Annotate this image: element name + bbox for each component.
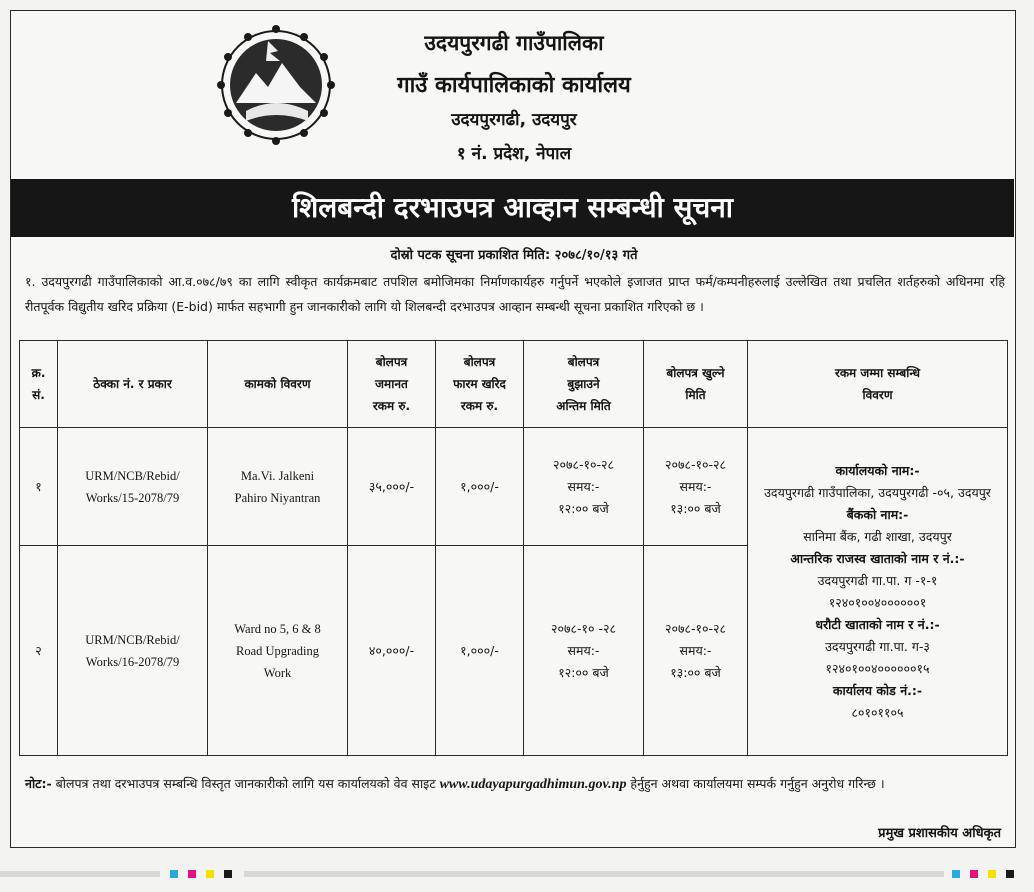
- office-name-label: कार्यालयको नाम:-: [835, 462, 920, 478]
- row-form-fee: १,०००/-: [436, 428, 524, 546]
- print-bar: [0, 871, 160, 877]
- col-header-deposit-details: रकम जम्मा सम्बन्धि विवरण: [748, 341, 1008, 428]
- row-bid-security: ३५,०००/-: [348, 428, 436, 546]
- black-mark-icon: [1006, 870, 1014, 878]
- row-work: Ward no 5, 6 & 8 Road Upgrading Work: [208, 546, 348, 756]
- note-text-before: बोलपत्र तथा दरभाउपत्र सम्बन्धि विस्तृत जानकारीको लागि यस कार्यालयको वेव साइट: [51, 776, 440, 791]
- col-header-contract: ठेक्का नं. र प्रकार: [58, 341, 208, 428]
- col-header-work: कामको विवरण: [208, 341, 348, 428]
- office-address: उदयपुरगढी, उदयपुर: [451, 110, 577, 130]
- row-opening-date: २०७८-१०-२८ समय:- १३:०० बजे: [644, 546, 748, 756]
- office-code-label: कार्यालय कोड नं.:-: [832, 682, 923, 698]
- municipality-name: उदयपुरगढी गाउँपालिका: [424, 31, 604, 55]
- print-bar: [244, 871, 944, 877]
- row-contract: URM/NCB/Rebid/ Works/15-2078/79: [58, 428, 208, 546]
- deposit-details-cell: [748, 428, 1008, 756]
- notice-title-banner: शिलबन्दी दरभाउपत्र आव्हान सम्बन्धी सूचना: [11, 179, 1014, 237]
- col-header-submit-deadline: बोलपत्र बुझाउने अन्तिम मिति: [524, 341, 644, 428]
- note-label: नोट:-: [25, 776, 52, 791]
- bank-name-value: सानिमा बैंक, गढी शाखा, उदयपुर: [803, 528, 952, 544]
- col-header-sn: क्र. सं.: [20, 341, 58, 428]
- office-name-value: उदयपुरगढी गाउँपालिका, उदयपुरगढी -०५, उदयपुर: [764, 484, 991, 500]
- print-registration-strip: [0, 870, 1034, 878]
- deposit-account-label: धरौटी खाताको नाम र नं.:-: [815, 616, 940, 632]
- cyan-mark-icon: [170, 870, 178, 878]
- revenue-account-number: १२४०१००४००००००१: [828, 594, 927, 610]
- website-link[interactable]: www.udayapurgadhimun.gov.np: [439, 777, 627, 792]
- magenta-mark-icon: [188, 870, 196, 878]
- deposit-account-name: उदयपुरगढी गा.पा. ग-३: [825, 638, 930, 654]
- cyan-mark-icon: [952, 870, 960, 878]
- row-submit-deadline: २०७८-१० -२८ समय:- १२:०० बजे: [524, 546, 644, 756]
- yellow-mark-icon: [988, 870, 996, 878]
- col-header-bid-security: बोलपत्र जमानत रकम रु.: [348, 341, 436, 428]
- note-text-after: हेर्नुहुन अथवा कार्यालयमा सम्पर्क गर्नुहुन अनुरोध गरिन्छ ।: [626, 776, 885, 791]
- province-line: १ नं. प्रदेश, नेपाल: [456, 144, 572, 164]
- row-submit-deadline: २०७८-१०-२८ समय:- १२:०० बजे: [524, 428, 644, 546]
- col-header-form-fee: बोलपत्र फारम खरिद रकम रु.: [436, 341, 524, 428]
- signatory-title: प्रमुख प्रशासकीय अधिकृत: [878, 826, 1001, 841]
- tender-table: [19, 340, 1008, 756]
- table-header-row: [20, 341, 1008, 428]
- footer-note: [25, 771, 1009, 798]
- intro-paragraph: १. उदयपुरगढी गाउँपालिकाको आ.व.०७८/७९ का लागि स्वीकृत कार्यक्रमबाट तपशिल बमोजिमका निर्माणकार्यहरु गर्नुपर्ने भएकोले इजाजत प्राप्त फर्म/कम्पनीहरुलाई उल्लेखित तथा प्रचलित शर्तहरुको अधिनमा रहि रीतपूर्वक विद्युतीय खरिद प्रक्रिया (E-bid) मार्फत सहभागी हुन जानकारीको लागि यो शिलबन्दी दरभाउपत्र आव्हान सम्बन्धी सूचना प्रकाशित गरिएको छ ।: [25, 274, 1005, 314]
- row-work: Ma.Vi. Jalkeni Pahiro Niyantran: [208, 428, 348, 546]
- table-row: [20, 428, 1008, 546]
- notice-sheet: [10, 10, 1016, 848]
- row-opening-date: २०७८-१०-२८ समय:- १३:०० बजे: [644, 428, 748, 546]
- row-form-fee: १,०००/-: [436, 546, 524, 756]
- row-sn: २: [20, 546, 58, 756]
- col-header-opening-date: बोलपत्र खुल्ने मिति: [644, 341, 748, 428]
- row-contract: URM/NCB/Rebid/ Works/16-2078/79: [58, 546, 208, 756]
- bank-name-label: बैंकको नाम:-: [846, 506, 909, 522]
- revenue-account-label: आन्तरिक राजस्व खाताको नाम र नं.:-: [790, 550, 965, 566]
- publish-date: दोस्रो पटक सूचना प्रकाशित मिति: २०७८/१०/१३ गते: [390, 248, 638, 263]
- deposit-account-number: १२४०१००४००००००१५: [825, 660, 930, 676]
- yellow-mark-icon: [206, 870, 214, 878]
- black-mark-icon: [224, 870, 232, 878]
- office-name: गाउँ कार्यपालिकाको कार्यालय: [397, 73, 631, 98]
- revenue-account-name: उदयपुरगढी गा.पा. ग -१-१: [817, 572, 938, 588]
- row-sn: १: [20, 428, 58, 546]
- row-bid-security: ४०,०००/-: [348, 546, 436, 756]
- office-code-value: ८०१०११०५: [851, 704, 904, 720]
- magenta-mark-icon: [970, 870, 978, 878]
